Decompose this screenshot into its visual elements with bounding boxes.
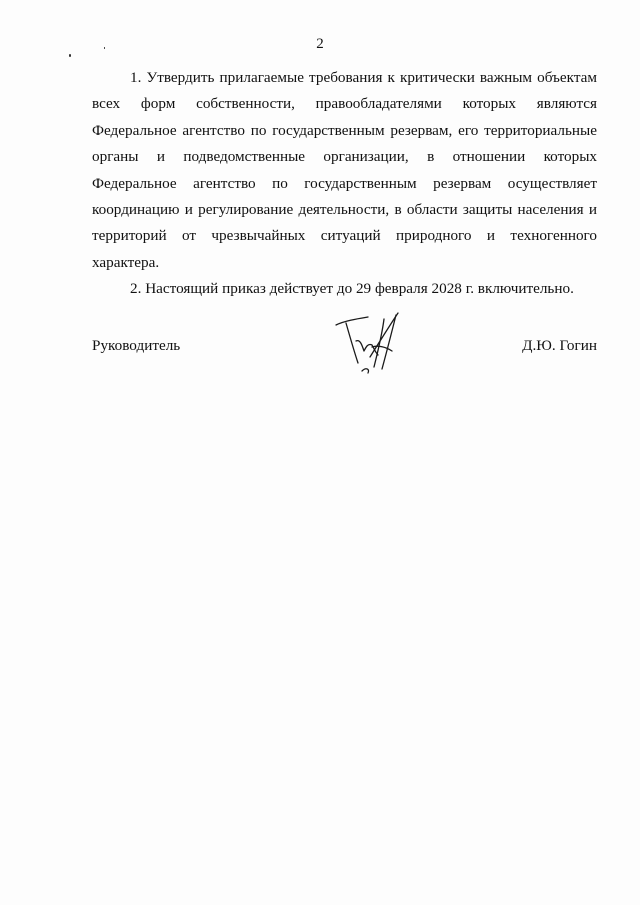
page-number: 2 [316, 36, 324, 52]
handwritten-signature [332, 311, 412, 377]
order-text [92, 65, 597, 303]
signatory-position: Руководитель [92, 337, 181, 354]
signature-block [92, 337, 597, 367]
signatory-name: Д.Ю. Гогин [522, 337, 597, 354]
paragraph-1: 1. Утвердить прилагаемые требования к критически важным объектам всех форм собственности, правообладателями которых являются Федеральное агентство по государственным резервам, его территориальные органы и подведомственные организации, в отношении которых Федеральное агентство по государственным резервам осуществляет координацию и регулирование деятельности, в области защиты населения и территорий от чрезвычайных ситуаций природного и техногенного характера. [92, 69, 597, 271]
scan-artifact [69, 54, 71, 57]
paragraph-2: 2. Настоящий приказ действует до 29 февраля 2028 г. включительно. [130, 280, 574, 298]
scan-artifact [104, 47, 105, 49]
